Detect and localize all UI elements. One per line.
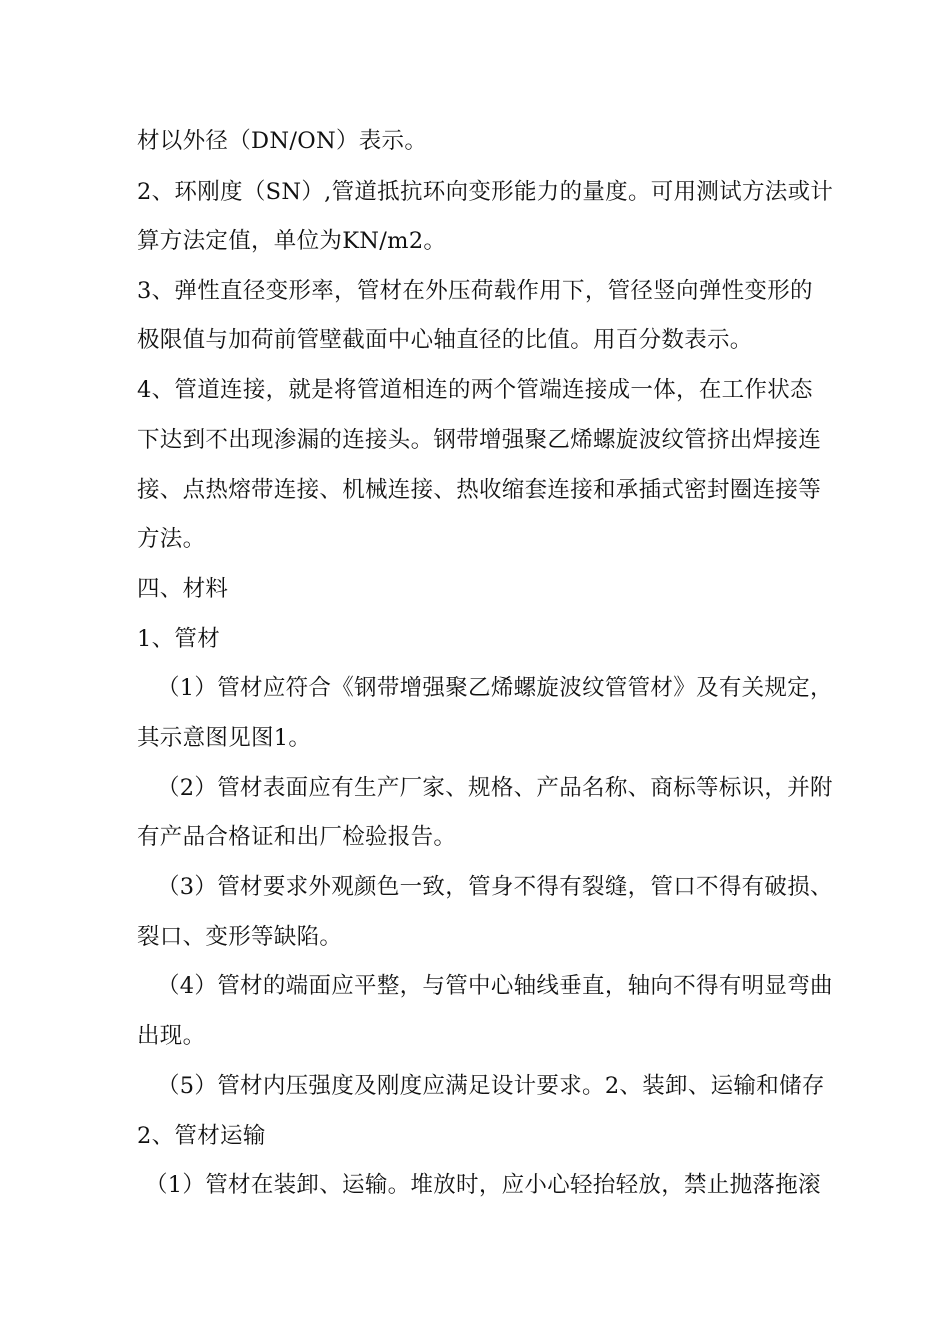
text-line: 3、弹性直径变形率，管材在外压荷载作用下，管径竖向弹性变形的 bbox=[137, 278, 813, 304]
text-line: 接、点热熔带连接、机械连接、热收缩套连接和承插式密封圈连接等 bbox=[137, 477, 822, 503]
text-line: （4）管材的端面应平整，与管中心轴线垂直，轴向不得有明显弯曲 bbox=[157, 973, 833, 999]
text-line: 算方法定值，单位为KN/m2。 bbox=[137, 228, 447, 254]
text-line: 材以外径（DN/ON）表示。 bbox=[137, 128, 428, 154]
text-line: 极限值与加荷前管壁截面中心轴直径的比值。用百分数表示。 bbox=[137, 327, 753, 353]
text-line: 裂口、变形等缺陷。 bbox=[137, 924, 343, 950]
text-line: （1）管材应符合《钢带增强聚乙烯螺旋波纹管管材》及有关规定， bbox=[157, 675, 833, 701]
text-line: 出现。 bbox=[137, 1023, 206, 1049]
text-line: （3）管材要求外观颜色一致，管身不得有裂缝，管口不得有破损、 bbox=[157, 874, 833, 900]
text-line: 方法。 bbox=[137, 526, 206, 552]
text-line: 4、管道连接，就是将管道相连的两个管端连接成一体，在工作状态 bbox=[137, 377, 813, 403]
text-line: （1）管材在装卸、运输。堆放时，应小心轻抬轻放，禁止抛落拖滚 bbox=[145, 1172, 821, 1198]
text-line: 2、环刚度（SN）,管道抵抗环向变形能力的量度。可用测试方法或计 bbox=[137, 179, 834, 205]
text-line: 下达到不出现渗漏的连接头。钢带增强聚乙烯螺旋波纹管挤出焊接连 bbox=[137, 427, 822, 453]
subsection-heading: 2、管材运输 bbox=[137, 1123, 266, 1149]
text-line: （2）管材表面应有生产厂家、规格、产品名称、商标等标识，并附 bbox=[157, 775, 833, 801]
section-heading: 四、材料 bbox=[137, 576, 229, 602]
subsection-heading: 1、管材 bbox=[137, 626, 221, 652]
text-line: 其示意图见图1。 bbox=[137, 725, 312, 751]
text-line: 有产品合格证和出厂检验报告。 bbox=[137, 824, 457, 850]
text-line: （5）管材内压强度及刚度应满足设计要求。2、装卸、运输和储存 bbox=[157, 1073, 825, 1099]
